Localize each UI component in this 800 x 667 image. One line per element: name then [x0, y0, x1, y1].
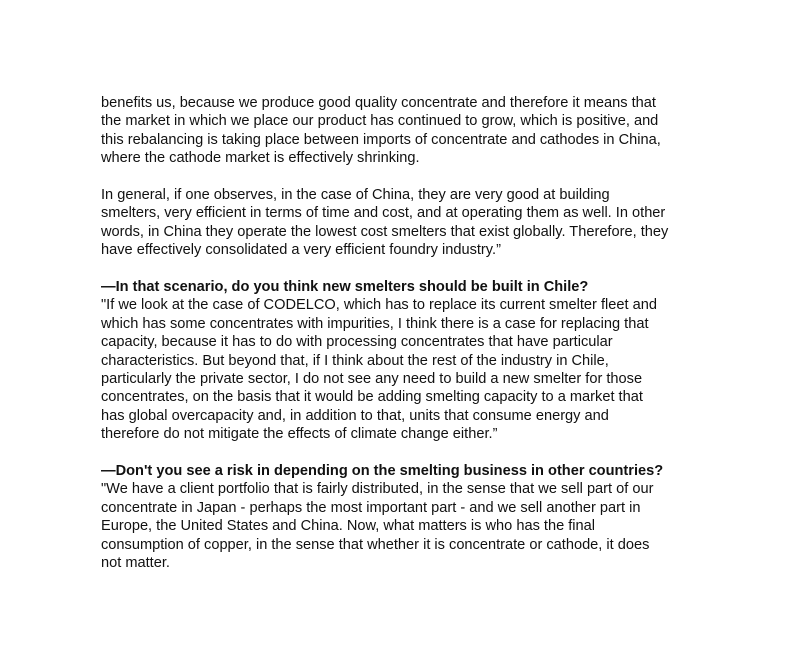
paragraph-china-smelters: In general, if one observes, in the case of China, they are very good at building smelters, very efficient in terms of time and cost, and at operating them as well. In other words, in China they operate the lowest cost smelters that exist globally. Therefore, they have effectively consolidated a very efficient foundry industry.”	[101, 187, 669, 259]
interview-answer-client-portfolio: "We have a client portfolio that is fairly distributed, in the sense that we sell part of our concentrate in Japan - perhaps the most important part - and we sell another part in Europe, the United States and China. Now, what matters is who has the final consumption of copper, in the sense that whether it is concentrate or cathode, it does not matter.	[101, 481, 654, 572]
interview-answer-codelco: "If we look at the case of CODELCO, which has to replace its current smelter fleet and which has some concentrates with impurities, I think there is a case for replacing that capacity, because it has to do with processing concentrates that have particular characteristics. But beyond that, if I think about the rest of the industry in Chile, particularly the private sector, I do not see any need to build a new smelter for those concentrates, on the basis that it would be adding smelting capacity to a market that has global overcapacity and, in addition to that, units that consume energy and therefore do not mitigate the effects of climate change either.”	[101, 297, 657, 443]
document-body	[101, 94, 711, 573]
paragraph-spacer	[101, 168, 711, 186]
paragraph-spacer	[101, 444, 711, 462]
paragraph-spacer	[101, 260, 711, 278]
paragraph-china-market: benefits us, because we produce good quality concentrate and therefore it means that the market in which we place our product has continued to grow, which is positive, and this rebalancing is taking place between imports of concentrate and cathodes in China, where the cathode market is effectively shrinking.	[101, 95, 661, 167]
interview-question-smelting-risk: —Don't you see a risk in depending on the smelting business in other countries?	[101, 463, 664, 480]
interview-question-chile-smelters: —In that scenario, do you think new smelters should be built in Chile?	[101, 279, 589, 296]
